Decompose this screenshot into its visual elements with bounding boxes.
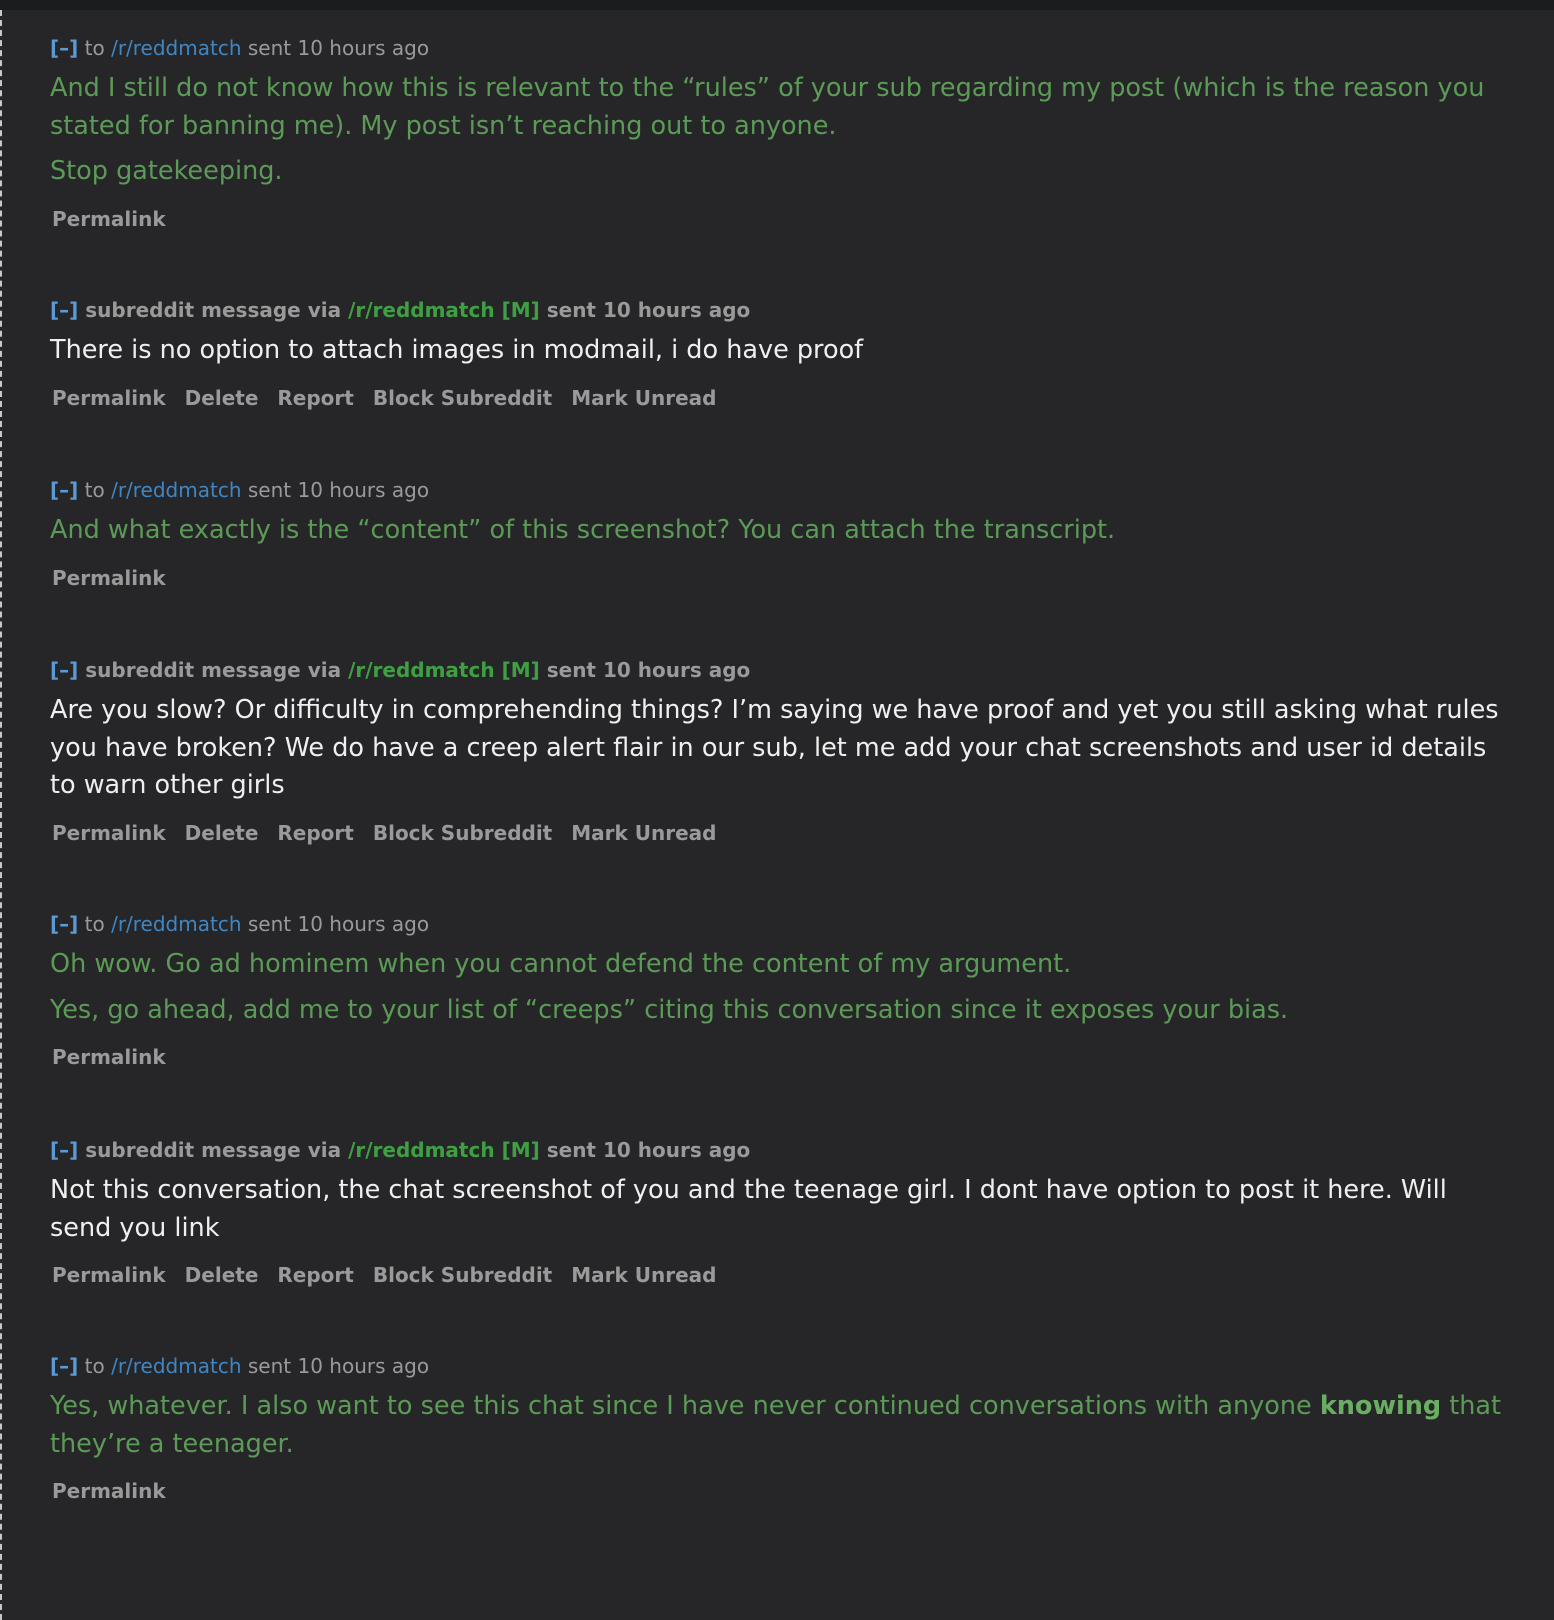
message-actions bbox=[50, 1045, 1510, 1069]
timestamp: sent 10 hours ago bbox=[546, 298, 751, 322]
paragraph-text: Yes, whatever. I also want to see this chat since I have never continued conversations with anyone bbox=[50, 1391, 1320, 1421]
sent-message bbox=[50, 1352, 1510, 1503]
collapse-toggle[interactable]: [–] bbox=[50, 298, 79, 322]
timestamp: sent 10 hours ago bbox=[546, 658, 751, 682]
message-actions bbox=[50, 566, 1510, 590]
received-message bbox=[50, 296, 1510, 410]
to-label: to bbox=[84, 36, 105, 60]
message-actions bbox=[50, 207, 1510, 231]
report-button[interactable]: Report bbox=[277, 820, 354, 845]
permalink-button[interactable]: Permalink bbox=[52, 1045, 166, 1069]
message-paragraph: Oh wow. Go ad hominem when you cannot defend the content of my argument. bbox=[50, 949, 1072, 979]
message-body bbox=[50, 1172, 1510, 1247]
message-paragraph: And I still do not know how this is relevant to the “rules” of your sub regarding my post (which is the reason you stated for banning me). My post isn’t reaching out to anyone. bbox=[50, 73, 1485, 141]
message-body bbox=[50, 512, 1510, 550]
moderator-tag: [M] bbox=[501, 1138, 540, 1162]
message-header bbox=[50, 1352, 1510, 1380]
message-actions bbox=[50, 386, 1510, 410]
paragraph-text: that they’re a teenager. bbox=[50, 1391, 1502, 1459]
message-body bbox=[50, 70, 1510, 191]
received-message bbox=[50, 656, 1510, 845]
permalink-button[interactable]: Permalink bbox=[52, 206, 166, 231]
message-paragraph: There is no option to attach images in modmail, i do have proof bbox=[50, 335, 864, 365]
to-label: to bbox=[84, 478, 105, 502]
received-message bbox=[50, 1136, 1510, 1287]
message-body bbox=[50, 946, 1510, 1029]
subreddit-link[interactable]: /r/reddmatch bbox=[348, 658, 495, 682]
collapse-toggle[interactable]: [–] bbox=[50, 36, 79, 60]
block-subreddit-button[interactable]: Block Subreddit bbox=[372, 1263, 553, 1287]
mark-unread-button[interactable]: Mark Unread bbox=[571, 1263, 717, 1287]
message-paragraph: And what exactly is the “content” of this screenshot? You can attach the transcript. bbox=[50, 515, 1116, 545]
message-body bbox=[50, 332, 1510, 370]
subreddit-link[interactable]: /r/reddmatch bbox=[111, 1354, 242, 1378]
delete-button[interactable]: Delete bbox=[184, 820, 259, 845]
permalink-button[interactable]: Permalink bbox=[52, 385, 166, 410]
message-paragraph: Not this conversation, the chat screenshot of you and the teenage girl. I dont have option to post it here. Will send you link bbox=[50, 1175, 1447, 1243]
collapse-toggle[interactable]: [–] bbox=[50, 478, 79, 502]
permalink-button[interactable]: Permalink bbox=[52, 1263, 166, 1287]
delete-button[interactable]: Delete bbox=[184, 1263, 259, 1287]
message-body bbox=[50, 1388, 1510, 1463]
to-label: to bbox=[84, 912, 105, 936]
subreddit-link[interactable]: /r/reddmatch bbox=[348, 298, 495, 322]
message-paragraph bbox=[50, 1388, 1510, 1463]
via-label: subreddit message via bbox=[85, 1138, 342, 1162]
timestamp: sent 10 hours ago bbox=[247, 912, 430, 936]
subreddit-link[interactable]: /r/reddmatch bbox=[348, 1138, 495, 1162]
block-subreddit-button[interactable]: Block Subreddit bbox=[372, 820, 553, 845]
moderator-tag: [M] bbox=[501, 298, 540, 322]
collapse-toggle[interactable]: [–] bbox=[50, 658, 79, 682]
message-header bbox=[50, 656, 1510, 684]
message-actions bbox=[50, 821, 1510, 845]
message-paragraph: Yes, go ahead, add me to your list of “creeps” citing this conversation since it exposes your bias. bbox=[50, 994, 1289, 1025]
via-label: subreddit message via bbox=[85, 298, 342, 322]
thread-guide-line bbox=[0, 10, 2, 1620]
timestamp: sent 10 hours ago bbox=[546, 1138, 751, 1162]
via-label: subreddit message via bbox=[85, 658, 342, 682]
message-header bbox=[50, 34, 1510, 62]
message-header bbox=[50, 1136, 1510, 1164]
permalink-button[interactable]: Permalink bbox=[52, 1479, 166, 1503]
message-paragraph: Are you slow? Or difficulty in comprehending things? I’m saying we have proof and yet you still asking what rules you have broken? We do have a creep alert flair in our sub, let me add your chat screenshots and user id details to warn other girls bbox=[50, 695, 1499, 800]
message-actions bbox=[50, 1263, 1510, 1287]
sent-message bbox=[50, 34, 1510, 231]
mark-unread-button[interactable]: Mark Unread bbox=[571, 820, 717, 845]
message-header bbox=[50, 476, 1510, 504]
timestamp: sent 10 hours ago bbox=[247, 36, 430, 60]
block-subreddit-button[interactable]: Block Subreddit bbox=[372, 385, 553, 410]
report-button[interactable]: Report bbox=[277, 385, 354, 410]
sent-message bbox=[50, 476, 1510, 590]
message-paragraph: Stop gatekeeping. bbox=[50, 156, 283, 186]
timestamp: sent 10 hours ago bbox=[247, 1354, 430, 1378]
permalink-button[interactable]: Permalink bbox=[52, 565, 166, 590]
timestamp: sent 10 hours ago bbox=[247, 478, 430, 502]
collapse-toggle[interactable]: [–] bbox=[50, 1354, 79, 1378]
subreddit-link[interactable]: /r/reddmatch bbox=[111, 36, 242, 60]
collapse-toggle[interactable]: [–] bbox=[50, 1138, 79, 1162]
emphasis-text: knowing bbox=[1319, 1391, 1442, 1421]
subreddit-link[interactable]: /r/reddmatch bbox=[111, 478, 242, 502]
message-body bbox=[50, 692, 1510, 805]
to-label: to bbox=[84, 1354, 105, 1378]
message-actions bbox=[50, 1479, 1510, 1503]
subreddit-link[interactable]: /r/reddmatch bbox=[111, 912, 242, 936]
moderator-tag: [M] bbox=[501, 658, 540, 682]
message-header bbox=[50, 296, 1510, 324]
sent-message bbox=[50, 910, 1510, 1069]
permalink-button[interactable]: Permalink bbox=[52, 820, 166, 845]
mark-unread-button[interactable]: Mark Unread bbox=[571, 385, 717, 410]
report-button[interactable]: Report bbox=[277, 1263, 354, 1287]
top-bar bbox=[0, 0, 1554, 10]
delete-button[interactable]: Delete bbox=[184, 385, 259, 410]
message-header bbox=[50, 910, 1510, 938]
collapse-toggle[interactable]: [–] bbox=[50, 912, 79, 936]
